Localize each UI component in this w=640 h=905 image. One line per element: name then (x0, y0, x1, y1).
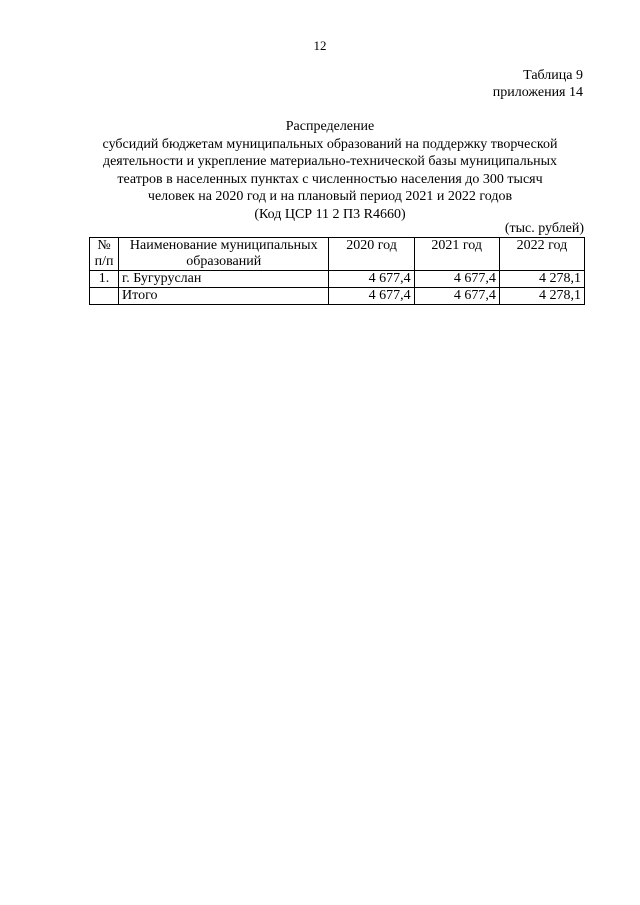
page-number: 12 (313, 38, 327, 53)
header-num-line1: № (97, 238, 111, 253)
heading-line-3: деятельности и укрепление материально-технической базы муниципальных (102, 154, 558, 169)
header-2021: 2021 год (414, 238, 499, 271)
heading-line-1: Распределение (285, 119, 375, 134)
row-name: г. Бугуруслан (119, 271, 329, 288)
header-2020: 2020 год (329, 238, 414, 271)
header-num-line2: п/п (94, 254, 114, 269)
table-ref-line1: Таблица 9 (523, 68, 583, 83)
header-num (90, 238, 119, 271)
heading-line-4: театров в населенных пунктах с численностью населения до 300 тысяч (117, 171, 543, 187)
total-2022: 4 278,1 (499, 288, 584, 305)
table-header-row (90, 238, 585, 271)
total-2021: 4 677,4 (414, 288, 499, 305)
header-2022: 2022 год (499, 238, 584, 271)
row-2020: 4 677,4 (329, 271, 414, 288)
total-label: Итого (119, 288, 329, 305)
heading-line-6: (Код ЦСР 11 2 П3 R4660) (254, 206, 406, 222)
row-num: 1. (90, 271, 119, 288)
header-name (119, 238, 329, 271)
document-heading (80, 118, 580, 223)
heading-line-5: человек на 2020 год и на плановый период 2021 и 2022 годов (147, 189, 513, 204)
subsidy-table (89, 237, 585, 305)
table-total-row (90, 288, 585, 305)
header-name-line1: Наименование муниципальных (129, 238, 318, 253)
total-2020: 4 677,4 (329, 288, 414, 305)
table-reference (493, 67, 583, 101)
heading-line-2: субсидий бюджетам муниципальных образований на поддержку творческой (102, 136, 558, 152)
units-label: (тыс. рублей) (504, 221, 584, 236)
table-row (90, 271, 585, 288)
row-2022: 4 278,1 (499, 271, 584, 288)
header-name-line2: образований (186, 254, 262, 269)
total-num-cell (90, 288, 119, 305)
row-2021: 4 677,4 (414, 271, 499, 288)
table-ref-line2: приложения 14 (492, 85, 583, 100)
